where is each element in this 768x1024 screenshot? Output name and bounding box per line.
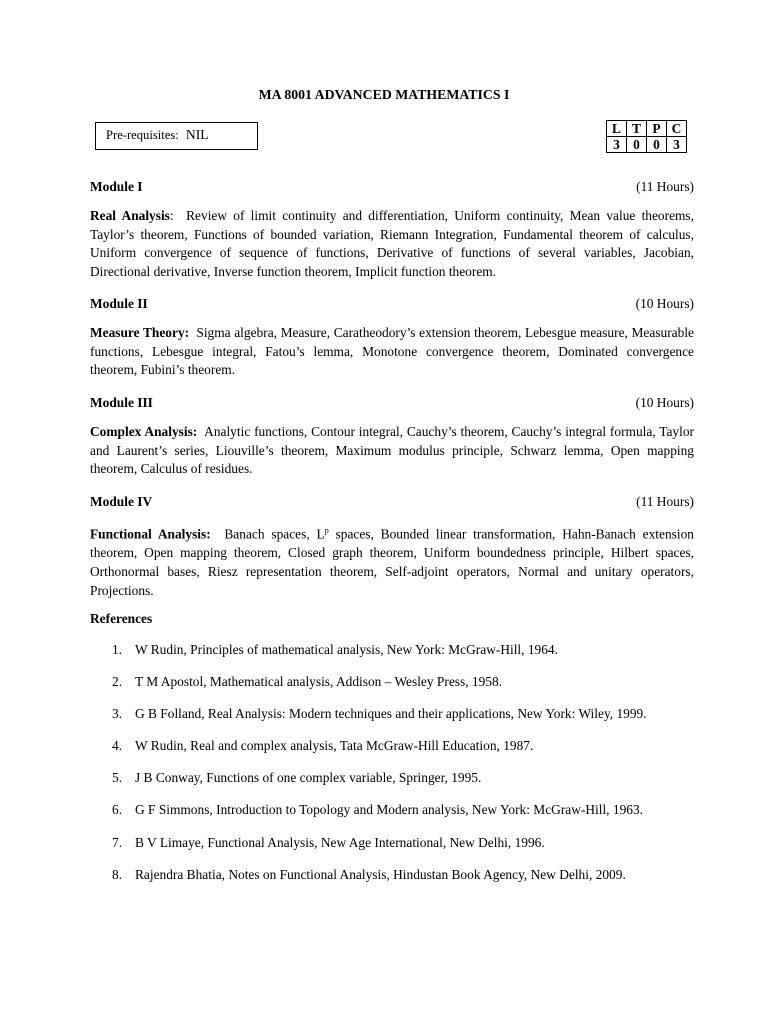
reference-number: 2.: [112, 674, 123, 690]
module-2-name: Module II: [90, 296, 148, 311]
module-4-name: Module IV: [90, 494, 153, 509]
ltpc-value-p: 0: [647, 137, 667, 153]
module-3-topic: Complex Analysis:: [90, 424, 198, 439]
ltpc-value-t: 0: [627, 137, 647, 153]
module-2-heading: [90, 295, 694, 313]
prerequisites-box: [95, 122, 258, 150]
references-heading: References: [90, 611, 153, 626]
module-1-hours: (11 Hours): [636, 179, 694, 194]
course-title: MA 8001 ADVANCED MATHEMATICS I: [258, 87, 510, 102]
reference-item: [90, 801, 694, 833]
reference-item: [90, 769, 694, 801]
ltpc-value-l: 3: [607, 137, 627, 153]
module-3-content: Analytic functions, Contour integral, Cauchy’s theorem, Cauchy’s integral formula, Taylor and Laurent’s series, Liouville’s theorem, Maximum modulus principle, Schwarz lemma, Open mapping theorem, Calculus of residues.: [90, 424, 694, 477]
reference-number: 1.: [112, 642, 123, 657]
prerequisites-value: NIL: [185, 127, 209, 142]
module-4-content: spaces, Bounded linear transformation, Hahn-Banach extension theorem, Open mapping theorem, Closed graph theorem, Uniform boundedness principle, Hilbert spaces, Orthonormal bases, Riesz representation theorem, Self-adjoint operators, Normal and unitary operators, Projections.: [90, 526, 694, 598]
module-3-hours: (10 Hours): [635, 395, 694, 410]
reference-text: G F Simmons, Introduction to Topology and Modern analysis, New York: McGraw-Hill, 1963.: [135, 802, 644, 818]
ltpc-value-c: 3: [667, 137, 687, 153]
module-1-content: Review of limit continuity and differentiation, Uniform continuity, Mean value theorems, Taylor’s theorem, Functions of bounded variation, Riemann Integration, Fundamental theorem of calculus, Uniform convergence of sequence of functions, Derivative of functions of several variables, Jacobian, Directional derivative, Inverse function theorem, Implicit function theorem.: [90, 208, 694, 280]
module-1-topic-separator: :: [169, 208, 174, 223]
reference-item: [90, 834, 694, 866]
module-4-topic: Functional Analysis:: [90, 526, 211, 542]
reference-text: W Rudin, Principles of mathematical analysis, New York: McGraw-Hill, 1964.: [135, 642, 558, 657]
module-3-name: Module III: [90, 395, 153, 410]
ltpc-header-t: T: [627, 121, 647, 137]
reference-number: 5.: [112, 770, 123, 786]
reference-item: [90, 641, 694, 673]
module-2-description: [90, 324, 694, 380]
module-4-heading: [90, 493, 694, 511]
reference-text: G B Folland, Real Analysis: Modern techniques and their applications, New York: Wiley, 1999.: [135, 706, 647, 722]
module-1-description: [90, 207, 694, 282]
ltpc-table: [606, 120, 687, 153]
reference-item: [90, 705, 694, 737]
reference-number: 8.: [112, 866, 123, 882]
reference-item: [90, 737, 694, 769]
module-4-superscript: p: [324, 526, 329, 535]
reference-item: [90, 866, 694, 898]
ltpc-header-l: L: [607, 121, 627, 137]
module-3-description: [90, 423, 694, 479]
ltpc-header-row: [607, 121, 687, 137]
reference-text: Rajendra Bhatia, Notes on Functional Analysis, Hindustan Book Agency, New Delhi, 2009.: [135, 866, 626, 882]
reference-number: 6.: [112, 802, 123, 818]
reference-number: 4.: [112, 738, 123, 754]
reference-text: W Rudin, Real and complex analysis, Tata McGraw-Hill Education, 1987.: [135, 738, 534, 754]
module-4-description: [90, 522, 694, 600]
reference-text: J B Conway, Functions of one complex variable, Springer, 1995.: [135, 770, 482, 786]
module-4-hours: (11 Hours): [636, 494, 694, 509]
module-3-heading: [90, 394, 694, 412]
module-1-heading: [90, 178, 694, 196]
ltpc-header-c: C: [667, 121, 687, 137]
reference-text: B V Limaye, Functional Analysis, New Age International, New Delhi, 1996.: [135, 834, 545, 850]
reference-number: 7.: [112, 834, 123, 850]
module-2-hours: (10 Hours): [635, 296, 694, 311]
reference-text: T M Apostol, Mathematical analysis, Addison – Wesley Press, 1958.: [135, 674, 503, 690]
ltpc-header-p: P: [647, 121, 667, 137]
references-list: [90, 641, 694, 898]
module-1-name: Module I: [90, 179, 143, 194]
module-2-topic: Measure Theory:: [90, 325, 190, 340]
module-1-topic: Real Analysis: [90, 208, 170, 223]
module-4-content-pre: Banach spaces, L: [224, 526, 325, 542]
ltpc-value-row: [607, 137, 687, 153]
reference-item: [90, 673, 694, 705]
reference-number: 3.: [112, 706, 123, 722]
prerequisites-label: Pre-requisites:: [106, 128, 179, 142]
module-2-content: Sigma algebra, Measure, Caratheodory’s extension theorem, Lebesgue measure, Measurable functions, Lebesgue integral, Fatou’s lemma, Monotone convergence theorem, Dominated convergence theorem, Fubini’s theorem.: [90, 325, 694, 378]
